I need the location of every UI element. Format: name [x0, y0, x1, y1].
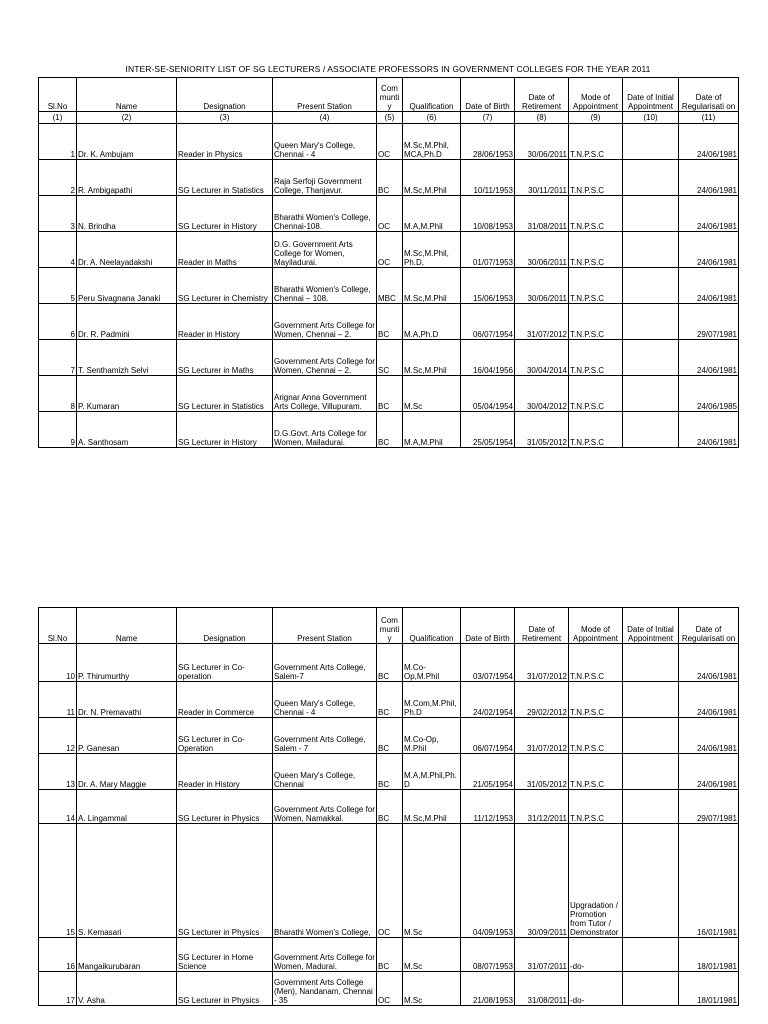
- cell-initial: [623, 196, 679, 232]
- cell-mode: T.N.P.S.C: [569, 340, 623, 376]
- cell-qualification: M.Sc,M.Phil: [403, 268, 461, 304]
- cell-community: BC: [377, 376, 403, 412]
- cell-mode: T.N.P.S.C: [569, 376, 623, 412]
- header-row: [39, 608, 739, 644]
- header-name: Name: [77, 608, 177, 644]
- cell-slno: 11: [39, 682, 77, 718]
- cell-mode: -do-: [569, 972, 623, 1006]
- cell-qualification: M.A,M.Phil,Ph.D: [403, 754, 461, 790]
- cell-name: V. Asha: [77, 972, 177, 1006]
- cell-designation: SG Lecturer in Physics: [177, 824, 273, 938]
- cell-qualification: M.Co-Op,M.Phil: [403, 644, 461, 682]
- cell-regularisation: 24/06/1985: [679, 376, 739, 412]
- cell-name: N. Brindha: [77, 196, 177, 232]
- cell-mode: T.N.P.S.C: [569, 268, 623, 304]
- column-number: (8): [515, 112, 569, 124]
- cell-regularisation: 18/01/1981: [679, 938, 739, 972]
- cell-regularisation: 24/06/1981: [679, 232, 739, 268]
- cell-station: D.G. Government Arts College for Women, Mayiladurai.: [273, 232, 377, 268]
- cell-regularisation: 18/01/1981: [679, 972, 739, 1006]
- cell-mode: T.N.P.S.C: [569, 682, 623, 718]
- cell-dob: 21/05/1954: [461, 754, 515, 790]
- cell-name: T. Senthamizh Selvi: [77, 340, 177, 376]
- cell-slno: 9: [39, 412, 77, 448]
- cell-designation: SG Lecturer in Maths: [177, 340, 273, 376]
- table-row: [39, 376, 739, 412]
- table-row: [39, 790, 739, 824]
- cell-mode: T.N.P.S.C: [569, 718, 623, 754]
- table-row: [39, 124, 739, 160]
- cell-station: D.G.Govt. Arts College for Women, Mailadurai.: [273, 412, 377, 448]
- seniority-table-1: [38, 77, 739, 448]
- cell-name: P. Thirumurthy: [77, 644, 177, 682]
- column-number: (7): [461, 112, 515, 124]
- cell-dob: 03/07/1954: [461, 644, 515, 682]
- cell-dob: 08/07/1953: [461, 938, 515, 972]
- header-regularisation: Date of Regularisati on: [679, 78, 739, 112]
- cell-community: OC: [377, 824, 403, 938]
- cell-qualification: M.Sc,M.Phil: [403, 160, 461, 196]
- column-number: (10): [623, 112, 679, 124]
- cell-dob: 06/07/1954: [461, 718, 515, 754]
- cell-mode: T.N.P.S.C: [569, 124, 623, 160]
- cell-community: OC: [377, 232, 403, 268]
- cell-name: R. Ambigapathi: [77, 160, 177, 196]
- table-row: [39, 232, 739, 268]
- cell-regularisation: 24/06/1981: [679, 412, 739, 448]
- table-2-body: [39, 644, 739, 1006]
- column-number-row: [39, 112, 739, 124]
- cell-dob: 06/07/1954: [461, 304, 515, 340]
- cell-qualification: M.A,Ph.D: [403, 304, 461, 340]
- cell-initial: [623, 972, 679, 1006]
- cell-mode: T.N.P.S.C: [569, 790, 623, 824]
- cell-slno: 16: [39, 938, 77, 972]
- cell-retirement: 30/09/2011: [515, 824, 569, 938]
- cell-slno: 3: [39, 196, 77, 232]
- cell-retirement: 31/07/2011: [515, 938, 569, 972]
- cell-community: BC: [377, 682, 403, 718]
- cell-initial: [623, 754, 679, 790]
- cell-designation: SG Lecturer in History: [177, 196, 273, 232]
- header-community: Com munti y: [377, 78, 403, 112]
- header-community: Com munti y: [377, 608, 403, 644]
- cell-community: BC: [377, 938, 403, 972]
- cell-dob: 25/05/1954: [461, 412, 515, 448]
- table-row: [39, 268, 739, 304]
- column-number: (9): [569, 112, 623, 124]
- cell-dob: 01/07/1953: [461, 232, 515, 268]
- cell-dob: 10/08/1953: [461, 196, 515, 232]
- column-number: (4): [273, 112, 377, 124]
- cell-qualification: M.Sc,M.Phil, MCA,Ph.D: [403, 124, 461, 160]
- cell-name: P. Kumaran: [77, 376, 177, 412]
- cell-retirement: 30/04/2012: [515, 376, 569, 412]
- cell-dob: 05/04/1954: [461, 376, 515, 412]
- cell-slno: 14: [39, 790, 77, 824]
- cell-qualification: M.A,M.Phil: [403, 196, 461, 232]
- table-row: [39, 412, 739, 448]
- cell-regularisation: 24/06/1981: [679, 160, 739, 196]
- cell-station: Arignar Anna Government Arts College, Villupuram.: [273, 376, 377, 412]
- table-row: [39, 824, 739, 938]
- cell-designation: SG Lecturer in Co-operation: [177, 644, 273, 682]
- cell-name: Dr. A. Neelayadakshi: [77, 232, 177, 268]
- cell-name: P. Ganesan: [77, 718, 177, 754]
- cell-qualification: M.Sc: [403, 824, 461, 938]
- table-1-body: [39, 112, 739, 448]
- cell-name: Dr. N. Premavathi: [77, 682, 177, 718]
- cell-designation: SG Lecturer in History: [177, 412, 273, 448]
- cell-name: Dr. K. Ambujam: [77, 124, 177, 160]
- cell-community: BC: [377, 754, 403, 790]
- cell-qualification: M.Sc: [403, 938, 461, 972]
- cell-qualification: M.Sc,M.Phil: [403, 340, 461, 376]
- cell-dob: 28/06/1953: [461, 124, 515, 160]
- cell-retirement: 30/06/2011: [515, 124, 569, 160]
- table-row: [39, 754, 739, 790]
- cell-retirement: 30/06/2011: [515, 232, 569, 268]
- cell-regularisation: 24/06/1981: [679, 340, 739, 376]
- table-row: [39, 972, 739, 1006]
- cell-retirement: 29/02/2012: [515, 682, 569, 718]
- cell-name: Peru Sivagnana Janaki: [77, 268, 177, 304]
- cell-dob: 04/09/1953: [461, 824, 515, 938]
- cell-regularisation: 24/06/1981: [679, 268, 739, 304]
- header-dob: Date of Birth: [461, 608, 515, 644]
- cell-initial: [623, 824, 679, 938]
- cell-regularisation: 29/07/1981: [679, 304, 739, 340]
- cell-station: Bharathi Women's College,: [273, 824, 377, 938]
- cell-station: Government Arts College, Salem - 7: [273, 718, 377, 754]
- cell-designation: SG Lecturer in Statistics: [177, 160, 273, 196]
- column-number: (6): [403, 112, 461, 124]
- cell-station: Government Arts College for Women, Chennai – 2.: [273, 340, 377, 376]
- header-station: Present Station: [273, 78, 377, 112]
- cell-community: SC: [377, 340, 403, 376]
- page-title: INTER-SE-SENIORITY LIST OF SG LECTURERS / ASSOCIATE PROFESSORS IN GOVERNMENT COLLEGES FOR THE YEAR 2011: [125, 64, 651, 74]
- header-retirement: Date of Retirement: [515, 608, 569, 644]
- cell-retirement: 31/12/2011: [515, 790, 569, 824]
- header-qualification: Qualification: [403, 608, 461, 644]
- column-number: (1): [39, 112, 77, 124]
- cell-designation: SG Lecturer in Physics: [177, 972, 273, 1006]
- cell-station: Government Arts College, Salem-7: [273, 644, 377, 682]
- column-number: (3): [177, 112, 273, 124]
- table-row: [39, 160, 739, 196]
- cell-dob: 11/12/1953: [461, 790, 515, 824]
- cell-qualification: M.Co-Op, M.Phil: [403, 718, 461, 754]
- cell-initial: [623, 790, 679, 824]
- cell-retirement: 31/07/2012: [515, 304, 569, 340]
- cell-dob: 21/08/1953: [461, 972, 515, 1006]
- table-row: [39, 718, 739, 754]
- cell-qualification: M.A,M.Phil: [403, 412, 461, 448]
- cell-dob: 15/06/1953: [461, 268, 515, 304]
- cell-station: Government Arts College for Women, Madurai.: [273, 938, 377, 972]
- cell-retirement: 31/07/2012: [515, 644, 569, 682]
- cell-community: BC: [377, 412, 403, 448]
- cell-mode: T.N.P.S.C: [569, 196, 623, 232]
- cell-qualification: M.Sc: [403, 972, 461, 1006]
- cell-designation: Reader in Physics: [177, 124, 273, 160]
- cell-designation: SG Lecturer in Statistics: [177, 376, 273, 412]
- cell-qualification: M.Com,M.Phil,Ph.D: [403, 682, 461, 718]
- cell-retirement: 30/06/2011: [515, 268, 569, 304]
- cell-qualification: M.Sc: [403, 376, 461, 412]
- cell-community: BC: [377, 718, 403, 754]
- cell-slno: 15: [39, 824, 77, 938]
- cell-retirement: 31/05/2012: [515, 754, 569, 790]
- cell-mode: T.N.P.S.C: [569, 754, 623, 790]
- cell-initial: [623, 160, 679, 196]
- cell-slno: 2: [39, 160, 77, 196]
- cell-initial: [623, 644, 679, 682]
- cell-initial: [623, 682, 679, 718]
- cell-initial: [623, 304, 679, 340]
- cell-station: Queen Mary's College, Chennai: [273, 754, 377, 790]
- cell-slno: 10: [39, 644, 77, 682]
- cell-regularisation: 24/06/1981: [679, 196, 739, 232]
- cell-initial: [623, 938, 679, 972]
- cell-name: S. Kemasari: [77, 824, 177, 938]
- cell-slno: 17: [39, 972, 77, 1006]
- cell-retirement: 30/11/2011: [515, 160, 569, 196]
- cell-mode: -do-: [569, 938, 623, 972]
- header-slno: Sl.No: [39, 78, 77, 112]
- header-dob: Date of Birth: [461, 78, 515, 112]
- cell-initial: [623, 718, 679, 754]
- cell-slno: 7: [39, 340, 77, 376]
- cell-retirement: 31/05/2012: [515, 412, 569, 448]
- cell-mode: T.N.P.S.C: [569, 160, 623, 196]
- cell-regularisation: 24/06/1981: [679, 682, 739, 718]
- table-row: [39, 196, 739, 232]
- header-designation: Designation: [177, 608, 273, 644]
- cell-designation: SG Lecturer in Chemistry: [177, 268, 273, 304]
- cell-name: A. Lingammal: [77, 790, 177, 824]
- cell-initial: [623, 340, 679, 376]
- seniority-table-2: [38, 607, 739, 1006]
- header-retirement: Date of Retirement: [515, 78, 569, 112]
- column-number: (2): [77, 112, 177, 124]
- cell-station: Government Arts College (Men), Nandanam, Chennai - 35: [273, 972, 377, 1006]
- cell-designation: SG Lecturer in Home Science: [177, 938, 273, 972]
- cell-slno: 8: [39, 376, 77, 412]
- cell-slno: 12: [39, 718, 77, 754]
- cell-station: Queen Mary's College, Chennai - 4: [273, 124, 377, 160]
- cell-dob: 16/04/1956: [461, 340, 515, 376]
- column-number: (11): [679, 112, 739, 124]
- cell-community: BC: [377, 790, 403, 824]
- header-mode: Mode of Appointment: [569, 608, 623, 644]
- cell-designation: SG Lecturer in Co-Operation: [177, 718, 273, 754]
- cell-retirement: 31/08/2011: [515, 196, 569, 232]
- cell-name: Mangaikurubaran: [77, 938, 177, 972]
- cell-retirement: 31/08/2011: [515, 972, 569, 1006]
- cell-name: A. Santhosam: [77, 412, 177, 448]
- cell-initial: [623, 232, 679, 268]
- cell-station: Raja Serfoji Government College, Thanjavur.: [273, 160, 377, 196]
- cell-retirement: 30/04/2014: [515, 340, 569, 376]
- cell-slno: 1: [39, 124, 77, 160]
- cell-community: BC: [377, 304, 403, 340]
- header-regularisation: Date of Regularisati on: [679, 608, 739, 644]
- cell-regularisation: 24/06/1981: [679, 718, 739, 754]
- header-name: Name: [77, 78, 177, 112]
- cell-community: OC: [377, 124, 403, 160]
- cell-community: BC: [377, 160, 403, 196]
- header-designation: Designation: [177, 78, 273, 112]
- cell-community: OC: [377, 196, 403, 232]
- cell-dob: 10/11/1953: [461, 160, 515, 196]
- cell-initial: [623, 124, 679, 160]
- cell-community: BC: [377, 644, 403, 682]
- cell-initial: [623, 268, 679, 304]
- cell-station: Government Arts College for Women, Namakkal.: [273, 790, 377, 824]
- cell-mode: Upgradation / Promotion from Tutor / Demonstrator: [569, 824, 623, 938]
- table-row: [39, 304, 739, 340]
- table-row: [39, 340, 739, 376]
- header-initial: Date of Initial Appointment: [623, 608, 679, 644]
- cell-station: Bharathi Women's College, Chennai-108.: [273, 196, 377, 232]
- cell-regularisation: 29/07/1981: [679, 790, 739, 824]
- cell-designation: SG Lecturer in Physics: [177, 790, 273, 824]
- cell-designation: Reader in Commerce: [177, 682, 273, 718]
- cell-regularisation: 24/06/1981: [679, 754, 739, 790]
- cell-initial: [623, 412, 679, 448]
- cell-dob: 24/02/1954: [461, 682, 515, 718]
- table-row: [39, 644, 739, 682]
- cell-station: Queen Mary's College, Chennai - 4: [273, 682, 377, 718]
- cell-designation: Reader in Maths: [177, 232, 273, 268]
- cell-designation: Reader in History: [177, 304, 273, 340]
- cell-community: MBC: [377, 268, 403, 304]
- cell-regularisation: 16/01/1981: [679, 824, 739, 938]
- cell-regularisation: 24/06/1981: [679, 124, 739, 160]
- header-qualification: Qualification: [403, 78, 461, 112]
- cell-qualification: M.Sc,M.Phil, Ph.D,: [403, 232, 461, 268]
- cell-retirement: 31/07/2012: [515, 718, 569, 754]
- cell-mode: T.N.P.S.C: [569, 644, 623, 682]
- table-row: [39, 938, 739, 972]
- cell-initial: [623, 376, 679, 412]
- header-initial: Date of Initial Appointment: [623, 78, 679, 112]
- cell-community: OC: [377, 972, 403, 1006]
- header-row: [39, 78, 739, 112]
- cell-mode: T.N.P.S.C: [569, 304, 623, 340]
- cell-station: Government Arts College for Women, Chennai – 2.: [273, 304, 377, 340]
- table-row: [39, 682, 739, 718]
- column-number: (5): [377, 112, 403, 124]
- cell-designation: Reader in History: [177, 754, 273, 790]
- cell-name: Dr. R. Padmini: [77, 304, 177, 340]
- cell-slno: 6: [39, 304, 77, 340]
- cell-station: Bharathi Women's College, Chennai – 108.: [273, 268, 377, 304]
- cell-regularisation: 24/06/1981: [679, 644, 739, 682]
- header-mode: Mode of Appointment: [569, 78, 623, 112]
- cell-mode: T.N.P.S.C: [569, 232, 623, 268]
- cell-slno: 4: [39, 232, 77, 268]
- cell-qualification: M.Sc,M.Phil: [403, 790, 461, 824]
- header-slno: Sl.No: [39, 608, 77, 644]
- cell-slno: 5: [39, 268, 77, 304]
- cell-name: Dr. A. Mary Maggie: [77, 754, 177, 790]
- header-station: Present Station: [273, 608, 377, 644]
- cell-mode: T.N.P.S.C: [569, 412, 623, 448]
- cell-slno: 13: [39, 754, 77, 790]
